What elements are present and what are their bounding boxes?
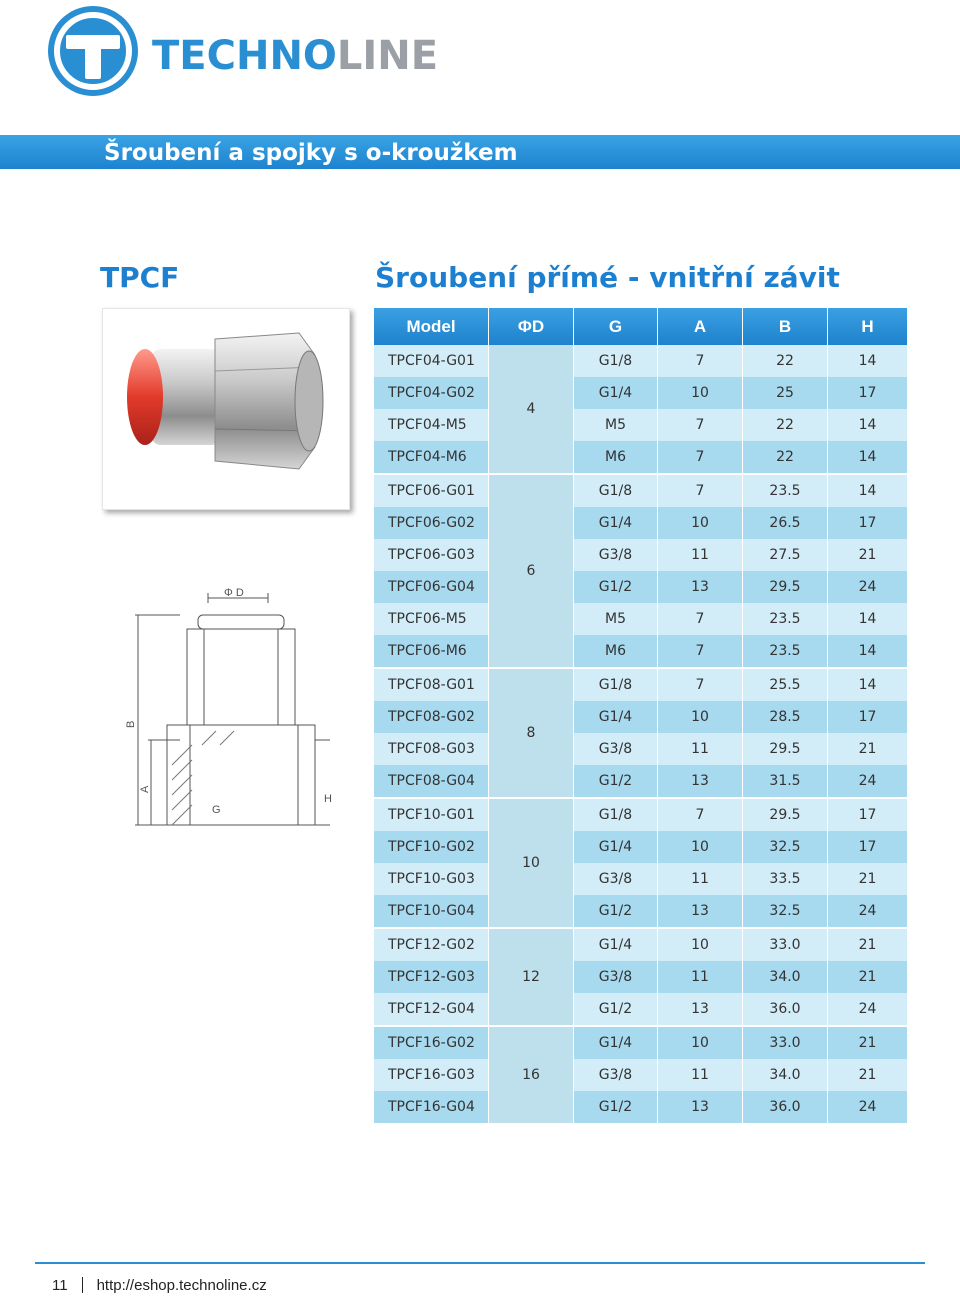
table-row xyxy=(374,1025,907,1059)
table-row xyxy=(374,993,907,1025)
product-code: TPCF xyxy=(100,261,180,294)
cell-model: TPCF10-G02 xyxy=(374,831,489,863)
cell-h: 24 xyxy=(828,765,907,797)
spec-table xyxy=(374,308,907,1123)
table-row xyxy=(374,507,907,539)
table-row xyxy=(374,797,907,831)
table-row xyxy=(374,1091,907,1123)
cell-phi-d: 12 xyxy=(489,927,574,1025)
cell-g: G1/4 xyxy=(574,377,658,409)
cell-a: 7 xyxy=(658,473,743,507)
cell-model: TPCF08-G04 xyxy=(374,765,489,797)
cell-a: 10 xyxy=(658,1025,743,1059)
table-row xyxy=(374,895,907,927)
cell-h: 21 xyxy=(828,1025,907,1059)
cell-phi-d: 8 xyxy=(489,667,574,797)
cell-g: M5 xyxy=(574,409,658,441)
cell-g: G1/2 xyxy=(574,1091,658,1123)
cell-a: 13 xyxy=(658,895,743,927)
label-h: H xyxy=(324,793,332,805)
cell-a: 11 xyxy=(658,863,743,895)
cell-a: 10 xyxy=(658,377,743,409)
table-row xyxy=(374,831,907,863)
footer-separator xyxy=(82,1277,83,1293)
product-photo xyxy=(102,308,350,510)
table-row xyxy=(374,345,907,377)
cell-h: 21 xyxy=(828,539,907,571)
header-model: Model xyxy=(374,308,489,345)
cell-a: 11 xyxy=(658,961,743,993)
table-body xyxy=(374,345,907,1123)
cell-b: 25 xyxy=(743,377,828,409)
cell-model: TPCF10-G03 xyxy=(374,863,489,895)
cell-h: 17 xyxy=(828,507,907,539)
cell-h: 17 xyxy=(828,797,907,831)
cell-h: 17 xyxy=(828,377,907,409)
cell-h: 14 xyxy=(828,635,907,667)
cell-a: 7 xyxy=(658,441,743,473)
product-title: Šroubení přímé - vnitřní závit xyxy=(375,261,840,294)
cell-model: TPCF12-G04 xyxy=(374,993,489,1025)
cell-model: TPCF16-G04 xyxy=(374,1091,489,1123)
cell-h: 21 xyxy=(828,733,907,765)
cell-a: 13 xyxy=(658,993,743,1025)
cell-model: TPCF06-G04 xyxy=(374,571,489,603)
cell-g: G1/4 xyxy=(574,701,658,733)
cell-b: 22 xyxy=(743,409,828,441)
table-row xyxy=(374,1059,907,1091)
page-number: 11 xyxy=(52,1277,68,1294)
footer-divider xyxy=(35,1262,925,1264)
cell-g: G3/8 xyxy=(574,961,658,993)
cell-model: TPCF06-G01 xyxy=(374,473,489,507)
cell-model: TPCF10-G01 xyxy=(374,797,489,831)
cell-g: G1/2 xyxy=(574,571,658,603)
cell-g: G1/2 xyxy=(574,895,658,927)
cell-b: 32.5 xyxy=(743,831,828,863)
cell-g: G3/8 xyxy=(574,1059,658,1091)
cell-g: G1/8 xyxy=(574,797,658,831)
cell-model: TPCF16-G02 xyxy=(374,1025,489,1059)
technical-drawing xyxy=(120,575,350,840)
header-phi-d: ΦD xyxy=(489,308,574,345)
table-row xyxy=(374,441,907,473)
cell-g: G1/4 xyxy=(574,1025,658,1059)
table-row xyxy=(374,473,907,507)
cell-a: 13 xyxy=(658,571,743,603)
section-banner xyxy=(0,135,960,169)
label-phi-d: Φ D xyxy=(224,587,244,599)
cell-b: 26.5 xyxy=(743,507,828,539)
cell-b: 34.0 xyxy=(743,961,828,993)
header-g: G xyxy=(574,308,658,345)
cell-h: 24 xyxy=(828,1091,907,1123)
cell-h: 21 xyxy=(828,1059,907,1091)
cell-g: G1/4 xyxy=(574,831,658,863)
cell-a: 7 xyxy=(658,797,743,831)
cell-g: G1/4 xyxy=(574,507,658,539)
table-row xyxy=(374,863,907,895)
cell-phi-d: 10 xyxy=(489,797,574,927)
cell-b: 29.5 xyxy=(743,797,828,831)
cell-model: TPCF08-G03 xyxy=(374,733,489,765)
table-row xyxy=(374,927,907,961)
cell-a: 7 xyxy=(658,603,743,635)
cell-h: 14 xyxy=(828,667,907,701)
label-b: B xyxy=(125,720,137,728)
cell-a: 10 xyxy=(658,701,743,733)
cell-phi-d: 4 xyxy=(489,345,574,473)
cell-b: 33.0 xyxy=(743,927,828,961)
table-row xyxy=(374,539,907,571)
cell-phi-d: 16 xyxy=(489,1025,574,1123)
table-row xyxy=(374,635,907,667)
cell-h: 17 xyxy=(828,831,907,863)
cell-b: 31.5 xyxy=(743,765,828,797)
cell-b: 29.5 xyxy=(743,571,828,603)
cell-model: TPCF04-M5 xyxy=(374,409,489,441)
cell-model: TPCF16-G03 xyxy=(374,1059,489,1091)
header-a: A xyxy=(658,308,743,345)
logo-mark-icon xyxy=(48,6,138,96)
cell-g: M6 xyxy=(574,441,658,473)
cell-model: TPCF08-G02 xyxy=(374,701,489,733)
table-row xyxy=(374,667,907,701)
label-a: A xyxy=(139,785,151,793)
cell-a: 11 xyxy=(658,539,743,571)
cell-g: M5 xyxy=(574,603,658,635)
table-row xyxy=(374,409,907,441)
cell-h: 14 xyxy=(828,441,907,473)
cell-a: 10 xyxy=(658,507,743,539)
cell-h: 21 xyxy=(828,863,907,895)
footer xyxy=(52,1276,267,1296)
cell-h: 24 xyxy=(828,895,907,927)
cell-model: TPCF10-G04 xyxy=(374,895,489,927)
cell-h: 21 xyxy=(828,927,907,961)
logo-wordmark: TECHNOLINE xyxy=(152,33,439,79)
cell-a: 13 xyxy=(658,1091,743,1123)
cell-g: M6 xyxy=(574,635,658,667)
cell-h: 14 xyxy=(828,603,907,635)
cell-a: 7 xyxy=(658,667,743,701)
cell-g: G1/8 xyxy=(574,473,658,507)
cell-h: 24 xyxy=(828,571,907,603)
table-header-row xyxy=(374,308,907,345)
footer-url[interactable]: http://eshop.technoline.cz xyxy=(96,1277,267,1294)
technoline-logo xyxy=(48,6,468,98)
cell-g: G1/8 xyxy=(574,667,658,701)
cell-b: 28.5 xyxy=(743,701,828,733)
cell-g: G1/2 xyxy=(574,765,658,797)
cell-a: 7 xyxy=(658,345,743,377)
cell-h: 14 xyxy=(828,345,907,377)
cell-a: 11 xyxy=(658,1059,743,1091)
cell-h: 14 xyxy=(828,409,907,441)
cell-model: TPCF12-G02 xyxy=(374,927,489,961)
cell-g: G1/8 xyxy=(574,345,658,377)
cell-h: 24 xyxy=(828,993,907,1025)
cell-b: 33.5 xyxy=(743,863,828,895)
table-row xyxy=(374,571,907,603)
table-row xyxy=(374,603,907,635)
cell-model: TPCF04-M6 xyxy=(374,441,489,473)
table-row xyxy=(374,733,907,765)
cell-model: TPCF06-G02 xyxy=(374,507,489,539)
table-row xyxy=(374,765,907,797)
header-b: B xyxy=(743,308,828,345)
cell-h: 21 xyxy=(828,961,907,993)
cell-phi-d: 6 xyxy=(489,473,574,667)
cell-model: TPCF06-M5 xyxy=(374,603,489,635)
cell-model: TPCF08-G01 xyxy=(374,667,489,701)
cell-b: 22 xyxy=(743,345,828,377)
table-row xyxy=(374,701,907,733)
cell-b: 34.0 xyxy=(743,1059,828,1091)
cell-g: G1/4 xyxy=(574,927,658,961)
cell-a: 11 xyxy=(658,733,743,765)
table-row xyxy=(374,377,907,409)
cell-model: TPCF06-G03 xyxy=(374,539,489,571)
cell-b: 27.5 xyxy=(743,539,828,571)
cell-b: 29.5 xyxy=(743,733,828,765)
cell-h: 14 xyxy=(828,473,907,507)
cell-b: 25.5 xyxy=(743,667,828,701)
cell-g: G3/8 xyxy=(574,539,658,571)
cell-b: 23.5 xyxy=(743,603,828,635)
cell-b: 23.5 xyxy=(743,635,828,667)
cell-b: 22 xyxy=(743,441,828,473)
cell-model: TPCF06-M6 xyxy=(374,635,489,667)
cell-b: 32.5 xyxy=(743,895,828,927)
cell-g: G1/2 xyxy=(574,993,658,1025)
cell-b: 36.0 xyxy=(743,993,828,1025)
cell-a: 7 xyxy=(658,409,743,441)
cell-a: 10 xyxy=(658,927,743,961)
cell-a: 10 xyxy=(658,831,743,863)
cell-model: TPCF04-G02 xyxy=(374,377,489,409)
cell-b: 23.5 xyxy=(743,473,828,507)
cell-a: 7 xyxy=(658,635,743,667)
cell-g: G3/8 xyxy=(574,733,658,765)
cell-b: 36.0 xyxy=(743,1091,828,1123)
section-title: Šroubení a spojky s o-kroužkem xyxy=(104,140,518,166)
table-row xyxy=(374,961,907,993)
cell-h: 17 xyxy=(828,701,907,733)
cell-model: TPCF04-G01 xyxy=(374,345,489,377)
cell-b: 33.0 xyxy=(743,1025,828,1059)
cell-g: G3/8 xyxy=(574,863,658,895)
label-g: G xyxy=(212,804,221,816)
cell-a: 13 xyxy=(658,765,743,797)
header-h: H xyxy=(828,308,907,345)
cell-model: TPCF12-G03 xyxy=(374,961,489,993)
